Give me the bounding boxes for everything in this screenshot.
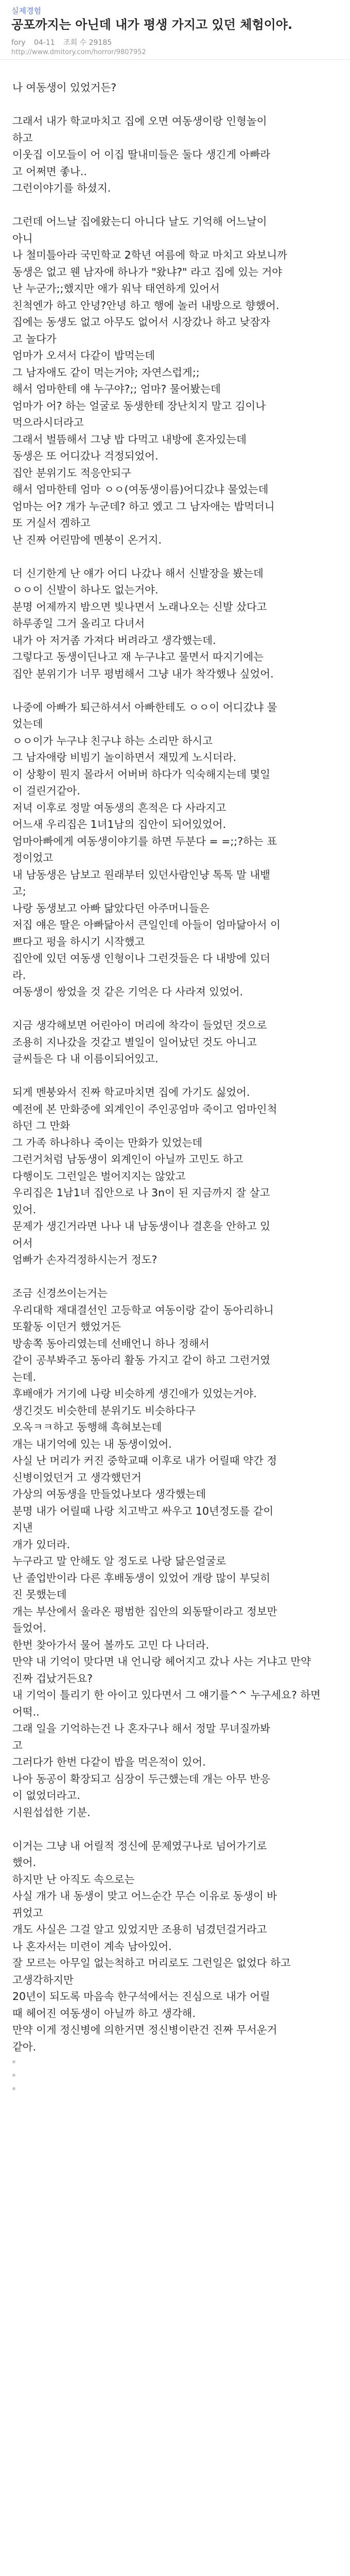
text-line: 그런데 어느날 집에왔는디 아니다 날도 기억해 어느날이: [12, 215, 267, 228]
text-line: 고: [12, 1739, 23, 1752]
text-line: 하지만 난 아직도 속으로는: [12, 1873, 135, 1886]
post-header: [0, 0, 350, 60]
text-line: 진 못했는데: [12, 1588, 67, 1601]
text-line: 나 여동생이 있었거든?: [12, 81, 117, 94]
text-line: 조용히 지나갔을 것같고 별일이 일어났던 것도 아니고: [12, 1036, 257, 1048]
post-url[interactable]: http://www.dmitory.com/horror/9807952: [11, 48, 146, 56]
category-link[interactable]: 실제경험: [11, 6, 41, 15]
text-line: 하던 그 만화: [12, 1120, 71, 1132]
text-line: 나 혼자서는 미련이 계속 남아있어.: [12, 1940, 172, 1953]
text-line: 개가 있더라.: [12, 1538, 71, 1551]
text-line: 누구라고 말 안해도 알 정도로 나랑 닮은얼굴로: [12, 1555, 226, 1567]
text-line: 여동생이 쌍었을 것 같은 기억은 다 사라져 있었어.: [12, 986, 243, 998]
text-line: 조금 신경쓰이는거는: [12, 1287, 108, 1299]
text-line: 어느새 우리집은 1녀1남의 집안이 되어있었어.: [12, 818, 226, 831]
post-meta: [11, 37, 339, 47]
dot-icon: [12, 2087, 15, 2090]
text-line: 분명 내가 어릴때 나랑 치고박고 싸우고 10년정도를 같이: [12, 1504, 274, 1517]
text-line: 한번 찾아가서 물어 볼까도 고민 다 나더라.: [12, 1638, 209, 1651]
text-line: 고;: [12, 885, 26, 897]
text-line: 했어.: [12, 1856, 37, 1869]
text-line: 예전에 본 만화중에 외계인이 주인공엄마 죽이고 엄마인척: [12, 1103, 277, 1115]
text-line: 또 거실서 겜하고: [12, 517, 91, 529]
text-line: 20년이 되도록 마음속 한구석에서는 진심으로 내가 어릴: [12, 1990, 270, 2003]
text-line: 방송쪽 동아리였는데 선배언니 하나 정해서: [12, 1337, 209, 1350]
author-name[interactable]: fory: [11, 39, 26, 47]
post-body: [0, 60, 350, 2055]
text-line: 내가 아 저거좀 가져다 버려라고 생각했는데.: [12, 634, 216, 647]
text-line: 지낸: [12, 1521, 33, 1534]
text-line: 엄빠가 손자걱정하시는거 정도?: [12, 1253, 157, 1266]
text-line: 있어.: [12, 1203, 37, 1216]
text-line: 우리집은 1남1녀 집안으로 나 3n이 된 지금까지 잘 살고: [12, 1187, 270, 1199]
text-line: 먹으라시더라고: [12, 416, 84, 429]
text-line: 이 상황이 뭔지 몰라서 어버버 하다가 익숙해지는데 몇일: [12, 768, 271, 781]
text-line: 동생은 없고 웬 남자애 하나가 "왔냐?" 라고 집에 있는 거야: [12, 265, 283, 278]
text-line: 글씨들은 다 내 이름이되어있고.: [12, 1053, 159, 1065]
text-line: 만약 내 기억이 맞다면 내 언니랑 헤어지고 갔나 사는 거냐고 만약: [12, 1655, 311, 1668]
text-line: 고 놀다가: [12, 332, 57, 345]
text-line: 그러다가 한번 다같이 밥을 먹은적이 있어.: [12, 1756, 206, 1768]
text-line: 쁘다고 펑을 하시기 시작했고: [12, 935, 145, 948]
text-line: 그 남자애랑 비빔기 놀이하면서 재밌게 노시더라.: [12, 751, 237, 764]
text-line: 난 졸업반이라 다른 후배동생이 있었어 개랑 많이 부딪히: [12, 1571, 271, 1584]
text-line: 같아.: [12, 2040, 37, 2053]
text-line: 난 누군가;;했지만 애가 워낙 태연하게 있어서: [12, 282, 220, 295]
paragraph: [12, 79, 339, 96]
text-line: 그렇다고 동생이딘나고 재 누구냐고 물면서 따지기에는: [12, 651, 264, 663]
text-line: 저집 얘은 딸은 아빠닮아서 큰일인데 아들이 엄마닮아서 이: [12, 919, 281, 931]
text-line: 더 신기한게 난 얘가 어디 나갔나 해서 신발장을 봤는데: [12, 567, 264, 580]
text-line: ㅇㅇ이가 누구냐 친구냐 하는 소리만 하시고: [12, 734, 213, 747]
text-line: 문제가 생긴거라면 나나 내 남동생이나 결혼을 안하고 있: [12, 1220, 271, 1232]
text-line: 그 남자애도 같이 먹는거야; 자연스럽게;;: [12, 366, 200, 379]
text-line: 개도 사실은 그걸 알고 있었지만 조용히 넘겼던걸거라고: [12, 1923, 267, 1936]
text-line: 시원섭섭한 기분.: [12, 1806, 91, 1819]
text-line: 나랑 동생보고 아빠 닮았다던 아주머니들은: [12, 902, 209, 914]
text-line: ㅇㅇ이 신발이 하나도 없는거야.: [12, 584, 159, 596]
text-line: 이거는 그냥 내 어릴적 정신에 문제였구나로 넘어가기로: [12, 1839, 267, 1852]
text-line: 아니: [12, 232, 33, 245]
text-line: 때 헤어진 여동생이 아닐까 하고 생각해.: [12, 2007, 196, 2020]
text-line: 어서: [12, 1236, 33, 1249]
text-line: 잘 모르는 아무일 없는척하고 머리로도 그런일은 없었다 하고: [12, 1957, 291, 1969]
text-line: 그런거처럼 남동생이 외계인이 아닐까 고민도 하고: [12, 1153, 243, 1165]
text-line: 분명 어제까지 밤으면 빛나면서 노래나오는 신발 샀다고: [12, 600, 267, 613]
post-date: 04-11: [34, 39, 55, 47]
text-line: 집에는 동생도 없고 아무도 없어서 시장갔나 하고 낮잠자: [12, 316, 271, 328]
text-line: 라.: [12, 969, 26, 981]
text-line: 나중에 아빠가 퇴근하셔서 아빠한테도 ㅇㅇ이 어디갔냐 물: [12, 701, 277, 714]
text-line: 사실 난 머리가 커진 중학교때 이후로 내가 어릴때 약간 정: [12, 1454, 277, 1467]
paragraph: [12, 1017, 339, 1067]
text-line: 진짜 겁났거든요?: [12, 1672, 93, 1685]
text-line: 고 어쩌면 좋나..: [12, 165, 87, 178]
text-line: 엄마는 어? 개가 누군데? 하고 엤고 그 남자애는 밥먹더니: [12, 500, 275, 513]
text-line: 어떡..: [12, 1705, 40, 1718]
text-line: 난 진짜 어린맘에 멘붕이 온거지.: [12, 533, 162, 546]
text-line: 하루종일 그거 올리고 다녀서: [12, 617, 145, 630]
text-line: 지금 생각해보면 어린아이 머리에 착각이 들었던 것으로: [12, 1019, 267, 1031]
paragraph: [12, 565, 339, 683]
text-line: 다행이도 그런일은 벌어지지는 않았고: [12, 1170, 186, 1182]
text-line: 집안에 있던 여동생 인형이나 그런것들은 다 내방에 있더: [12, 952, 271, 964]
text-line: 나아 동공이 확장되고 심장이 두근했는데 개는 아무 반응: [12, 1772, 271, 1785]
text-line: 내 기억이 틀리기 한 아이고 있다면서 그 얘기를^^ 누구세요? 하면: [12, 1689, 321, 1701]
text-line: 후배애가 거기에 나랑 비슷하게 생긴애가 있었는거야.: [12, 1387, 257, 1400]
text-line: 고생각하지만: [12, 1973, 74, 1986]
text-line: 는데.: [12, 1370, 37, 1383]
paragraph: [12, 213, 339, 548]
text-line: 뀌었고: [12, 1906, 43, 1919]
paragraph: [12, 113, 339, 197]
text-line: 만약 이게 정신병에 의한거면 정신병이란건 진짜 무서운거: [12, 2024, 277, 2036]
text-line: 동생은 또 어디갔나 걱정되었어.: [12, 450, 159, 462]
text-line: 그래서 벌뜸해서 그냥 밥 다먹고 내방에 혼자있는데: [12, 433, 247, 446]
text-line: 같이 공부봐주고 동아리 활동 가지고 같이 하고 그런거였: [12, 1354, 271, 1366]
paragraph: [12, 1084, 339, 1268]
text-line: 내 남동생은 남보고 원래부터 있던사람인냥 톡톡 말 내뱉: [12, 868, 271, 881]
text-line: 저녁 이후로 정말 여동생의 흔적은 다 사라지고: [12, 801, 226, 814]
text-line: 들었어.: [12, 1622, 46, 1634]
post-title: 공포까지는 아닌데 내가 평생 가지고 있던 체험이야.: [11, 18, 293, 32]
text-line: 나 철미틀아라 국민학교 2학년 여름에 학교 마치고 와보니까: [12, 249, 287, 261]
text-line: 엄마가 어? 하는 얼굴로 동생한테 장난치지 말고 김이나: [12, 399, 266, 412]
paragraph: [12, 1838, 339, 2056]
text-line: 생긴것도 비슷한데 분위기도 비슷하다구: [12, 1404, 196, 1417]
text-line: 친척엔가 하고 안녕?안녕 하고 행에 놀러 내방으로 향했어.: [12, 299, 279, 312]
text-line: 었는데: [12, 718, 43, 730]
text-line: 오옥ㅋㅋ하고 동행해 흑혀보는데: [12, 1421, 162, 1433]
text-line: 정이었고: [12, 852, 54, 864]
text-line: 신병이었던거 고 생각했던거: [12, 1471, 142, 1484]
dot-icon: [12, 2060, 15, 2063]
view-count: 조회 수 29185: [63, 39, 112, 47]
text-line: 집안 분위기가 너무 평범해서 그냥 내가 착각했나 싶었어.: [12, 667, 274, 680]
text-line: 해서 엄마한테 얘 누구야?;; 엄마? 물어봤는데: [12, 383, 221, 395]
text-line: 개는 내기억에 있는 내 동생이었어.: [12, 1437, 172, 1450]
text-line: 해서 엄마한테 엄마 ㅇㅇ(여동생이름)어디갔냐 물었는데: [12, 483, 269, 496]
text-line: 그런이야기를 하셨지.: [12, 182, 111, 194]
text-line: 이 없었더라고.: [12, 1789, 80, 1802]
paragraph: [12, 699, 339, 1001]
text-line: 하고: [12, 131, 33, 144]
text-line: 개는 부산에서 울라온 평범한 집안의 외동딸이라고 정보만: [12, 1605, 277, 1618]
dot-icon: [12, 2074, 15, 2077]
text-line: 엄마아빠에게 여동생이야기를 하면 두분다 = =;;?하는 표: [12, 835, 277, 848]
text-line: 가상의 여동생을 만들었나보다 생각했는데: [12, 1488, 206, 1500]
text-line: 우리대학 재대결선인 고등학교 여동이랑 같이 동아리하니: [12, 1303, 274, 1316]
text-line: 그래서 내가 학교마치고 집에 오면 여동생이랑 인형놀이: [12, 115, 267, 127]
text-line: 되게 멘붕와서 진짜 학교마치면 집에 가기도 싫었어.: [12, 1086, 250, 1098]
text-line: 그래 일을 기억하는건 나 혼자구나 해서 정말 무녀질까봐: [12, 1722, 271, 1735]
text-line: 이 걸린거같아.: [12, 785, 80, 797]
text-line: 또활동 이던거 했었거든: [12, 1320, 121, 1333]
paragraph: [12, 1285, 339, 1821]
text-line: 사실 개가 내 동생이 맞고 어느순간 무슨 이유로 동생이 바: [12, 1890, 277, 1902]
text-line: 집안 분위기도 적응안되구: [12, 466, 131, 479]
text-line: 그 가족 하나하나 죽이는 만화가 있었는데: [12, 1136, 203, 1149]
text-line: 이웃집 이모들이 어 이집 딸내미들은 둘다 생긴게 아빠라: [12, 148, 271, 161]
text-line: 엄마가 오셔서 다같이 밥먹는데: [12, 349, 155, 362]
